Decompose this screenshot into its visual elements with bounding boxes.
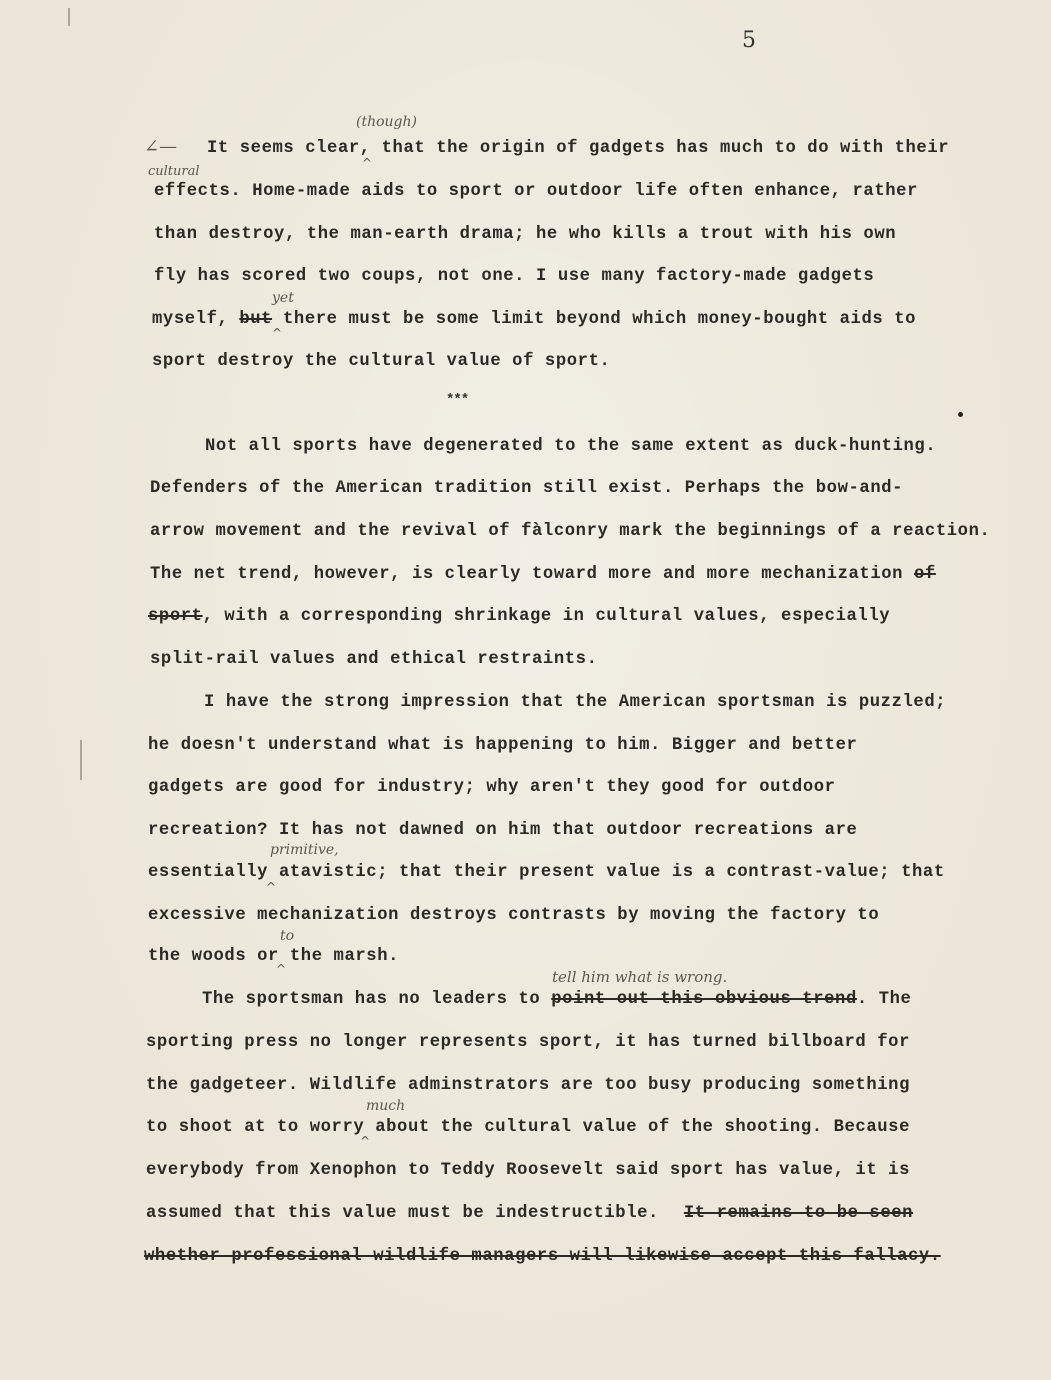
annotation-to: to — [280, 928, 295, 944]
line-text: assumed that this value must be indestructible. — [146, 1204, 659, 1223]
ink-dot — [958, 412, 963, 417]
paragraph-4-line-7: whether professional wildlife managers will likewise accept this fallacy. — [144, 1247, 941, 1266]
paragraph-3-line-5: essentially atavistic; that their present value is a contrast-value; that — [148, 863, 945, 882]
struck-text: but — [239, 310, 273, 329]
margin-mark-arrow: ∠— — [144, 136, 178, 157]
annotation-cultural: cultural — [148, 164, 200, 179]
paragraph-4-line-6 — [146, 1205, 913, 1222]
paragraph-4-line-4: to shoot at to worry about the cultural value of the shooting. Because — [146, 1118, 910, 1137]
annotation-primitive: primitive, — [270, 842, 339, 858]
paragraph-3-line-3: gadgets are good for industry; why aren't they good for outdoor — [148, 778, 836, 797]
page-number: 5 — [742, 28, 756, 53]
insertion-caret: ^ — [360, 1134, 371, 1148]
line-text: . The — [856, 990, 912, 1009]
struck-text: sport — [148, 607, 203, 626]
paragraph-2-line-3: arrow movement and the revival of fàlconry mark the beginnings of a reaction. — [150, 522, 991, 541]
struck-text: It remains to be seen — [683, 1204, 914, 1223]
paragraph-1-line-5 — [152, 311, 916, 328]
paragraph-3-line-1: I have the strong impression that the American sportsman is puzzled; — [204, 693, 947, 712]
struck-text: of — [914, 565, 936, 584]
paragraph-1-line-4: fly has scored two coups, not one. I use many factory-made gadgets — [154, 267, 875, 286]
line-text: myself, — [152, 310, 229, 329]
paragraph-2-line-2: Defenders of the American tradition still exist. Perhaps the bow-and- — [150, 479, 904, 498]
annotation-though: (though) — [356, 114, 417, 130]
paragraph-3-line-4: recreation? It has not dawned on him that outdoor recreations are — [148, 821, 858, 840]
insertion-caret: ^ — [276, 962, 287, 976]
line-text: The sportsman has no leaders to — [202, 990, 541, 1009]
annotation-yet: yet — [272, 290, 294, 306]
insertion-caret: ^ — [272, 326, 283, 340]
paragraph-1-line-6: sport destroy the cultural value of sport. — [152, 352, 611, 371]
paragraph-4-line-5: everybody from Xenophon to Teddy Roosevelt said sport has value, it is — [146, 1161, 910, 1180]
paragraph-4-line-1 — [202, 991, 911, 1008]
paragraph-3-line-7: the woods or the marsh. — [148, 947, 400, 966]
paragraph-2-line-4 — [150, 566, 936, 583]
left-edge-mark — [68, 8, 70, 26]
line-text: , with a corresponding shrinkage in cultural values, especially — [202, 607, 891, 626]
paragraph-2-line-6: split-rail values and ethical restraints. — [150, 650, 598, 669]
line-text: The net trend, however, is clearly toward more and more mechanization — [150, 565, 904, 584]
paragraph-1-line-1: It seems clear, that the origin of gadgets has much to do with their — [207, 139, 950, 158]
section-separator-stars: *** — [446, 392, 469, 408]
annotation-much: much — [366, 1098, 406, 1114]
insertion-caret: ^ — [362, 156, 373, 170]
line-text: there must be some limit beyond which money-bought aids to — [283, 310, 917, 329]
insertion-caret: ^ — [266, 880, 277, 894]
left-edge-mark — [80, 740, 82, 780]
paragraph-3-line-2: he doesn't understand what is happening to him. Bigger and better — [148, 736, 858, 755]
paragraph-4-line-2: sporting press no longer represents sport, it has turned billboard for — [146, 1033, 910, 1052]
annotation-tell-him: tell him what is wrong. — [552, 968, 728, 986]
paragraph-2-line-1: Not all sports have degenerated to the same extent as duck-hunting. — [205, 437, 937, 456]
paragraph-1-line-2: effects. Home-made aids to sport or outdoor life often enhance, rather — [154, 182, 918, 201]
struck-text: point out this obvious trend — [551, 990, 857, 1009]
paragraph-2-line-5 — [148, 608, 890, 625]
paragraph-3-line-6: excessive mechanization destroys contrasts by moving the factory to — [148, 906, 880, 925]
paragraph-1-line-3: than destroy, the man-earth drama; he who kills a trout with his own — [154, 225, 897, 244]
paragraph-4-line-3: the gadgeteer. Wildlife adminstrators are too busy producing something — [146, 1076, 910, 1095]
